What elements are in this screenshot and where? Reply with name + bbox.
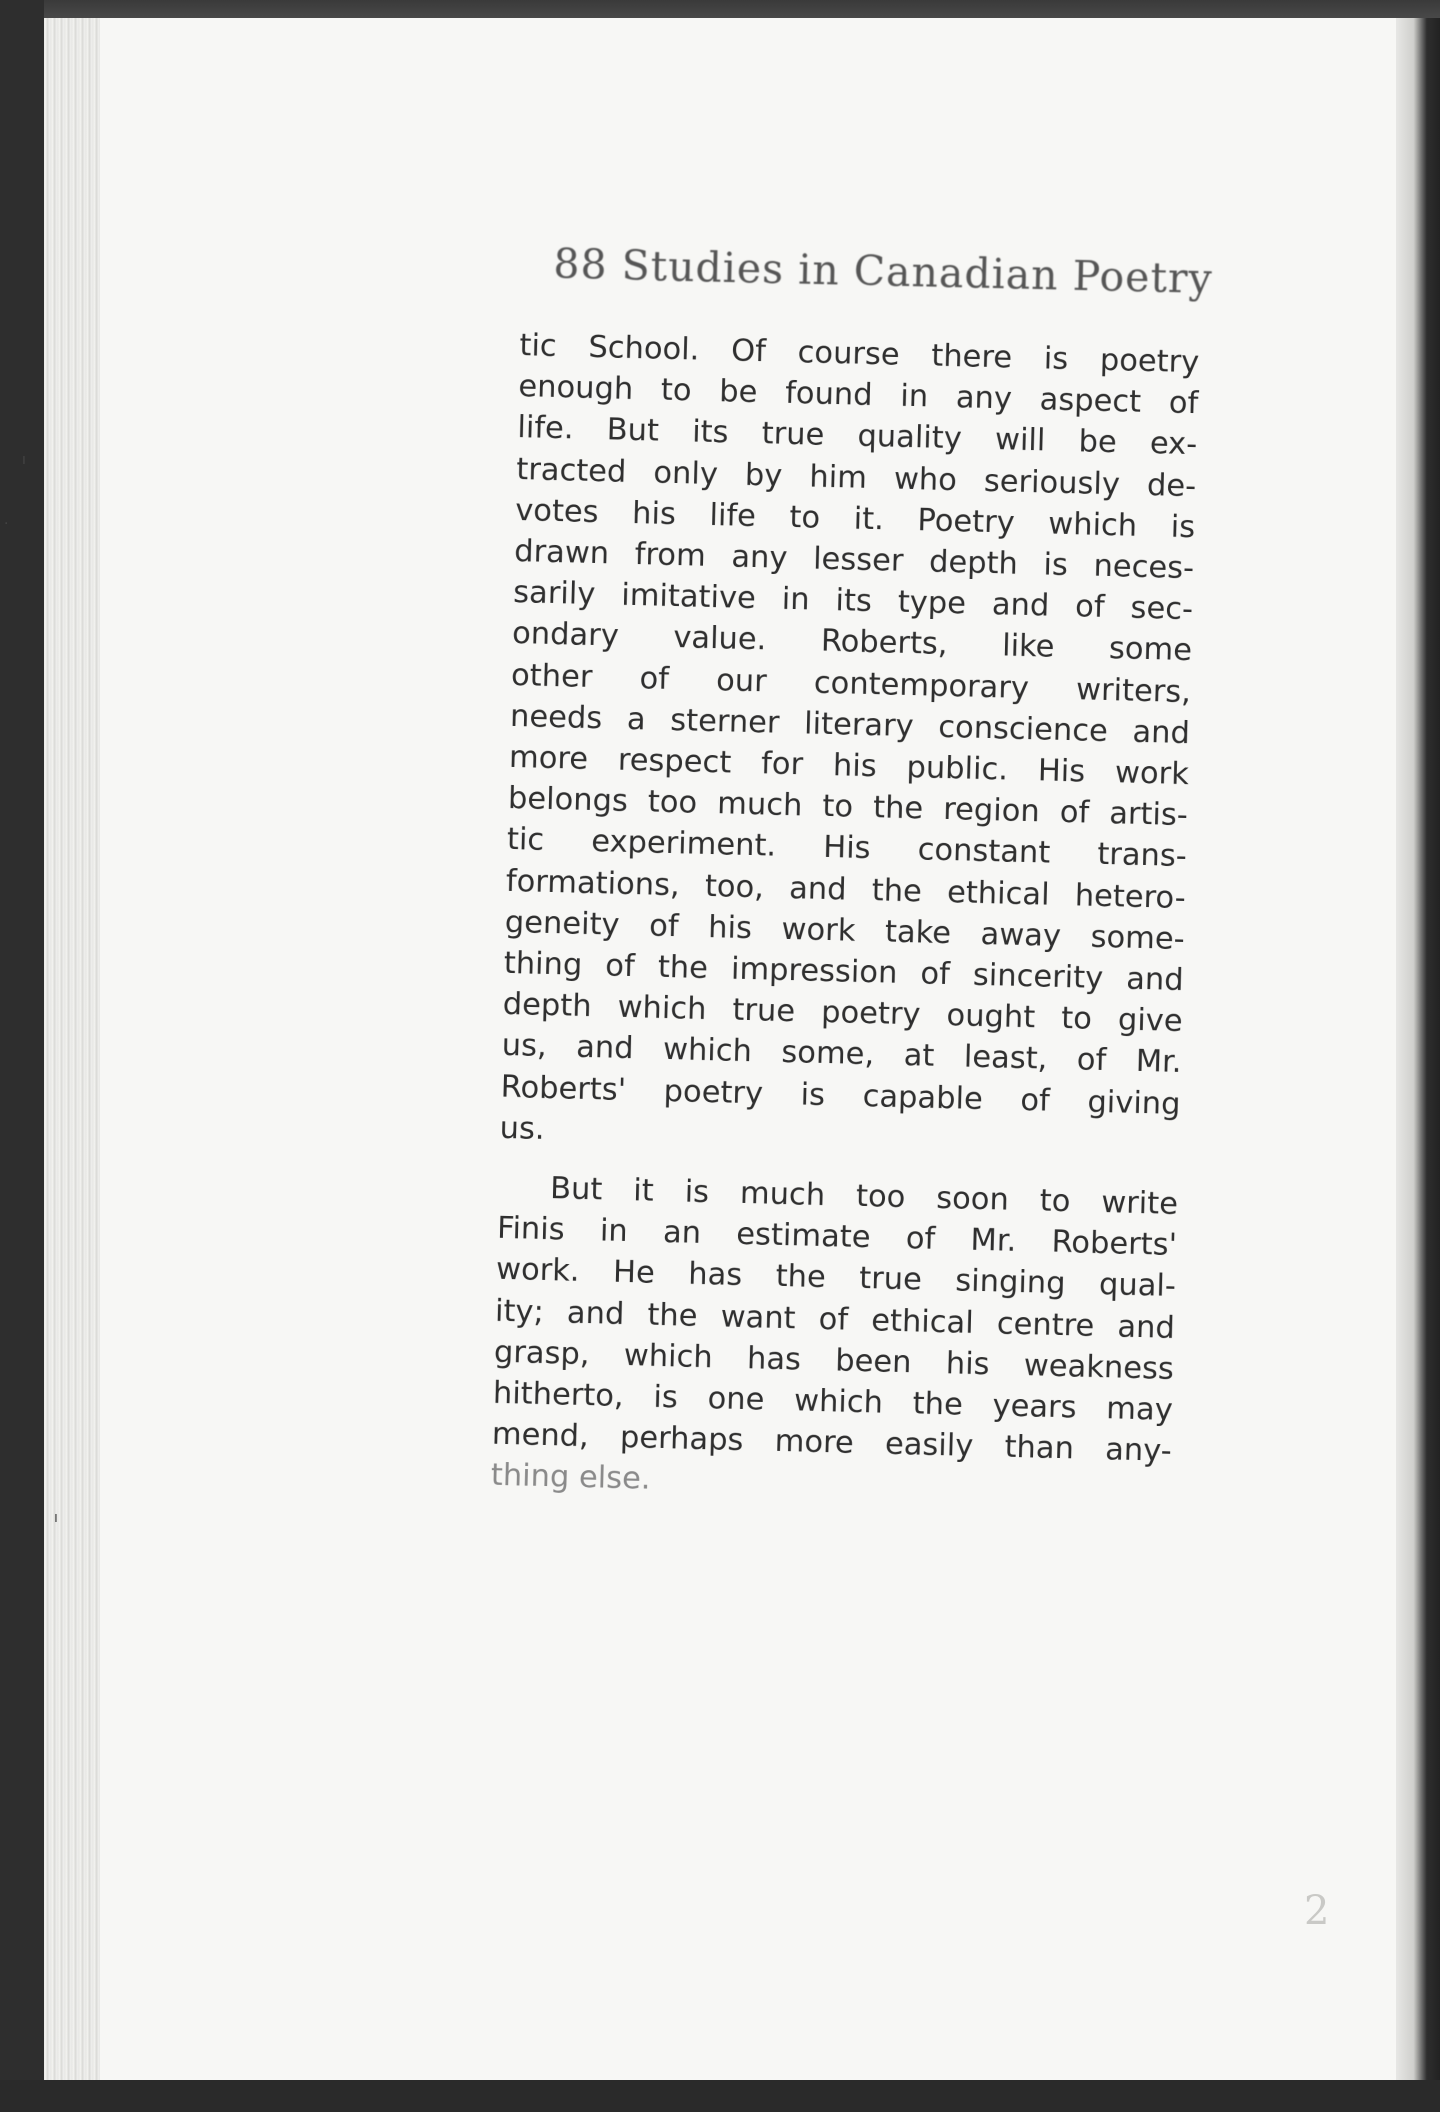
pencil-mark: 2 bbox=[1304, 1888, 1330, 1934]
text-line: hitherto, is one which the years may bbox=[492, 1375, 1174, 1428]
text-line: ity; and the want of ethical centre and bbox=[494, 1293, 1176, 1346]
text-line: tic School. Of course there is poetry bbox=[519, 327, 1200, 381]
text-line: mend, perhaps more easily than any- bbox=[491, 1416, 1173, 1470]
text-line: tic experiment. His constant trans- bbox=[506, 822, 1188, 875]
running-header: 88 Studies in Canadian Poetry bbox=[552, 240, 1214, 303]
margin-speck: ı bbox=[22, 452, 26, 468]
page-stack-edges bbox=[44, 18, 100, 2084]
text-line: other of our contemporary writers, bbox=[510, 657, 1192, 710]
text-line: us, and which some, at least, of Mr. bbox=[501, 1028, 1182, 1081]
text-line: geneity of his work take away some- bbox=[504, 904, 1186, 957]
text-line: us. bbox=[499, 1110, 546, 1147]
page-right-edge bbox=[1396, 18, 1440, 2098]
text-line: tracted only by him who seriously de- bbox=[515, 451, 1197, 504]
text-line: grasp, which has been his weakness bbox=[493, 1334, 1175, 1387]
text-line: Finis in an estimate of Mr. Roberts' bbox=[496, 1210, 1178, 1264]
text-line: But it is much too soon to write bbox=[549, 1171, 1179, 1222]
text-line: votes his life to it. Poetry which is bbox=[514, 492, 1196, 545]
margin-speck: · bbox=[4, 516, 9, 532]
text-line: belongs too much to the region of artis- bbox=[507, 781, 1189, 834]
text-line: thing of the impression of sincerity and bbox=[503, 945, 1185, 999]
text-line: Roberts' poetry is capable of giving bbox=[500, 1069, 1181, 1122]
scan-bottom-border bbox=[0, 2080, 1440, 2112]
text-line: life. But its true quality will be ex- bbox=[516, 410, 1198, 463]
text-line: formations, too, and the ethical hetero- bbox=[505, 863, 1187, 916]
text-line: enough to be found in any aspect of bbox=[517, 369, 1199, 422]
text-line: thing else. bbox=[490, 1458, 652, 1498]
scan-left-border bbox=[0, 0, 44, 2112]
text-line: depth which true poetry ought to give bbox=[502, 987, 1184, 1040]
text-line: drawn from any lesser depth is neces- bbox=[513, 533, 1195, 587]
margin-speck: ı bbox=[54, 1510, 58, 1526]
text-line: ondary value. Roberts, like some bbox=[511, 616, 1193, 669]
text-line: sarily imitative in its type and of sec- bbox=[512, 575, 1194, 628]
body-text bbox=[490, 325, 1199, 1514]
text-line: work. He has the true singing qual- bbox=[495, 1252, 1177, 1305]
text-line: needs a sterner literary conscience and bbox=[509, 698, 1191, 751]
text-line: more respect for his public. His work bbox=[508, 739, 1190, 793]
